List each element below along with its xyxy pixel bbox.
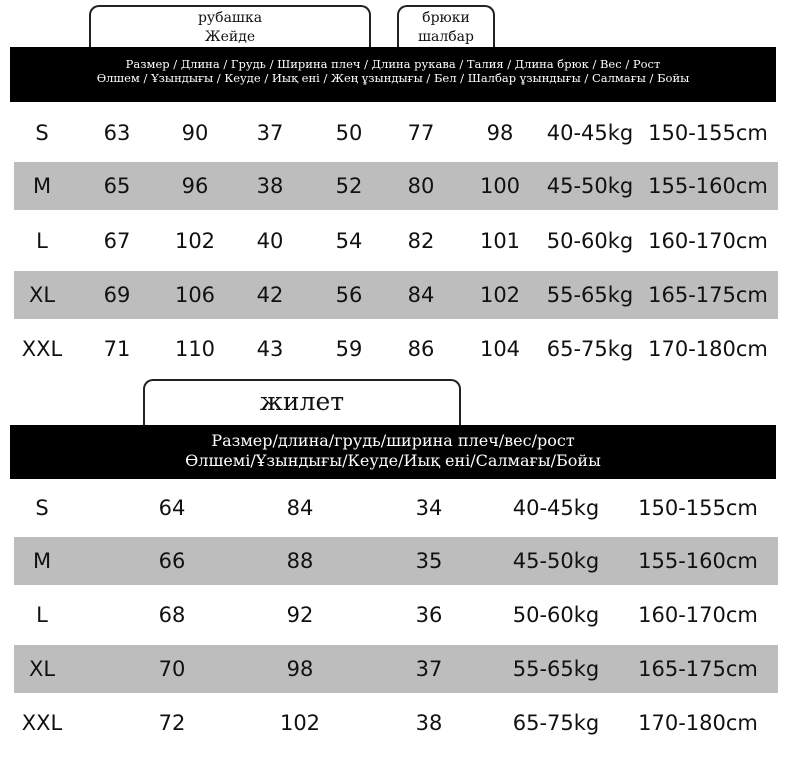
tab-pants-label-kk: шалбар — [418, 29, 474, 45]
table-cell: 98 — [286, 657, 314, 681]
table-cell: 150-155cm — [638, 496, 758, 520]
table-cell: 40-45kg — [512, 496, 600, 520]
tab-pants-label-ru: брюки — [422, 10, 470, 26]
table-cell: 98 — [486, 121, 514, 145]
table-cell: 45-50kg — [512, 549, 600, 573]
table-row — [14, 645, 778, 693]
table-cell: 64 — [158, 496, 186, 520]
table-cell: 90 — [181, 121, 209, 145]
size-table-header — [10, 47, 776, 102]
table-cell: 101 — [479, 229, 521, 253]
table-cell: 77 — [407, 121, 435, 145]
tab-shirt-label-kk: Жейде — [204, 29, 256, 45]
table-cell: 65 — [103, 174, 131, 198]
table-cell: 55-65kg — [512, 657, 600, 681]
table-cell: 68 — [158, 603, 186, 627]
header-kazakh: Өлшем / Ұзындығы / Кеуде / Иық ені / Жең ұзындығы / Бел / Шалбар ұзындығы / Салмағы / Бойы — [96, 71, 690, 85]
table-cell: 54 — [335, 229, 363, 253]
size-label: XXL — [21, 711, 63, 735]
vest-header-kazakh: Өлшемі/Ұзындығы/Кеуде/Иық ені/Салмағы/Бойы — [185, 451, 601, 470]
table-cell: 38 — [256, 174, 284, 198]
table-cell: 37 — [415, 657, 443, 681]
tab-shirt-label-ru: рубашка — [197, 10, 263, 26]
table-cell: 37 — [256, 121, 284, 145]
table-cell: 102 — [479, 283, 521, 307]
size-label: S — [35, 121, 49, 145]
table-row — [14, 699, 778, 747]
table-cell: 160-170cm — [638, 603, 758, 627]
table-cell: 67 — [103, 229, 131, 253]
table-cell: 70 — [158, 657, 186, 681]
size-label: L — [36, 229, 48, 253]
table-cell: 66 — [158, 549, 186, 573]
table-cell: 100 — [479, 174, 521, 198]
tab-shirt — [89, 5, 371, 47]
table-cell: 42 — [256, 283, 284, 307]
table-cell: 160-170cm — [648, 229, 768, 253]
table-cell: 110 — [174, 337, 216, 361]
tab-vest — [143, 379, 461, 427]
table-row — [14, 325, 778, 373]
table-cell: 40 — [256, 229, 284, 253]
vest-header-russian: Размер/длина/грудь/ширина плеч/вес/рост — [211, 431, 575, 450]
table-cell: 102 — [174, 229, 216, 253]
table-cell: 34 — [415, 496, 443, 520]
table-cell: 56 — [335, 283, 363, 307]
table-cell: 40-45kg — [546, 121, 634, 145]
table-cell: 102 — [279, 711, 321, 735]
table-cell: 45-50kg — [546, 174, 634, 198]
table-cell: 52 — [335, 174, 363, 198]
table-row — [14, 484, 778, 532]
table-row — [14, 591, 778, 639]
size-label: S — [35, 496, 49, 520]
size-label: XXL — [21, 337, 63, 361]
vest-table-header — [10, 425, 776, 479]
table-cell: 50-60kg — [512, 603, 600, 627]
table-cell: 35 — [415, 549, 443, 573]
table-cell: 165-175cm — [638, 657, 758, 681]
table-cell: 165-175cm — [648, 283, 768, 307]
table-cell: 84 — [286, 496, 314, 520]
tab-vest-label: жилет — [259, 387, 345, 416]
table-cell: 69 — [103, 283, 131, 307]
table-cell: 80 — [407, 174, 435, 198]
table-row — [14, 162, 778, 210]
table-row — [14, 271, 778, 319]
table-cell: 82 — [407, 229, 435, 253]
table-cell: 150-155cm — [648, 121, 768, 145]
table-cell: 36 — [415, 603, 443, 627]
tab-pants — [397, 5, 495, 47]
table-cell: 50 — [335, 121, 363, 145]
table-cell: 63 — [103, 121, 131, 145]
table-cell: 84 — [407, 283, 435, 307]
size-label: XL — [28, 283, 56, 307]
table-cell: 65-75kg — [512, 711, 600, 735]
table-cell: 155-160cm — [648, 174, 768, 198]
size-label: L — [36, 603, 48, 627]
table-row — [14, 537, 778, 585]
table-cell: 88 — [286, 549, 314, 573]
table-cell: 43 — [256, 337, 284, 361]
size-label: XL — [28, 657, 56, 681]
table-cell: 59 — [335, 337, 363, 361]
table-cell: 104 — [479, 337, 521, 361]
table-cell: 38 — [415, 711, 443, 735]
table-cell: 106 — [174, 283, 216, 307]
table-cell: 155-160cm — [638, 549, 758, 573]
table-row — [14, 109, 778, 157]
table-row — [14, 217, 778, 265]
header-russian: Размер / Длина / Грудь / Ширина плеч / Длина рукава / Талия / Длина брюк / Вес / Рост — [125, 57, 661, 71]
table-cell: 72 — [158, 711, 186, 735]
table-cell: 170-180cm — [648, 337, 768, 361]
table-cell: 96 — [181, 174, 209, 198]
table-cell: 92 — [286, 603, 314, 627]
table-cell: 65-75kg — [546, 337, 634, 361]
table-cell: 71 — [103, 337, 131, 361]
table-cell: 86 — [407, 337, 435, 361]
table-cell: 55-65kg — [546, 283, 634, 307]
size-label: M — [32, 174, 52, 198]
table-cell: 50-60kg — [546, 229, 634, 253]
size-label: M — [32, 549, 52, 573]
table-cell: 170-180cm — [638, 711, 758, 735]
